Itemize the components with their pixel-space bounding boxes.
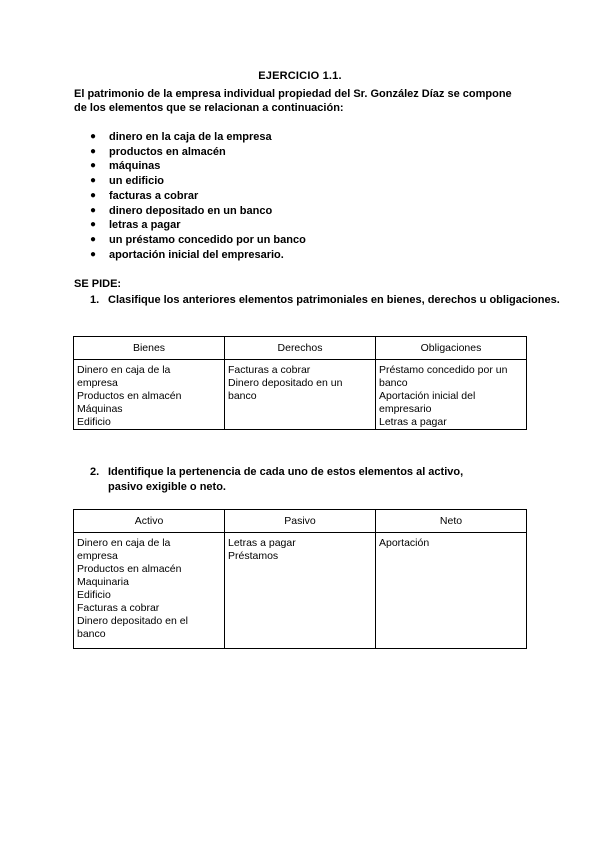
list-item: ● máquinas [90, 160, 161, 173]
column-header-neto: Neto [376, 510, 527, 533]
cell-neto: Aportación [376, 533, 527, 649]
bullet-icon: ● [90, 175, 97, 187]
list-item: ● dinero en la caja de la empresa [90, 131, 272, 143]
element-list [90, 130, 306, 262]
bullet-icon: ● [90, 189, 97, 201]
column-header-pasivo: Pasivo [225, 510, 376, 533]
list-item: ● productos en almacén [90, 145, 226, 158]
question-2 [90, 465, 490, 495]
cell-obligaciones: Préstamo concedido por un banco Aportación inicial del empresario Letras a pagar [376, 360, 527, 430]
list-item: ● aportación inicial del empresario. [90, 248, 284, 261]
question-2-text: Identifique la pertenencia de cada uno de estos elementos al activo, pasivo exigible o neto. [108, 466, 464, 493]
list-item: ● un préstamo concedido por un banco [90, 233, 306, 246]
intro-paragraph [74, 87, 534, 115]
table-header-row [74, 510, 527, 533]
bullet-icon: ● [90, 219, 97, 231]
column-header-activo: Activo [74, 510, 225, 533]
column-header-bienes: Bienes [74, 337, 225, 360]
classification-table [73, 336, 527, 430]
cell-activo: Dinero en caja de la empresa Productos en almacén Maquinaria Edificio Facturas a cobrar Dinero depositado en el banco [74, 533, 225, 649]
cell-derechos: Facturas a cobrar Dinero depositado en un banco [225, 360, 376, 430]
list-item: ● dinero depositado en un banco [90, 204, 273, 217]
exercise-title: EJERCICIO 1.1. [258, 70, 342, 82]
question-1 [90, 293, 580, 308]
column-header-obligaciones: Obligaciones [376, 337, 527, 360]
question-1-number: 1. [90, 294, 100, 306]
bullet-icon: ● [90, 233, 97, 245]
table-row [74, 533, 527, 649]
table-row [74, 360, 527, 430]
question-2-number: 2. [90, 466, 100, 478]
bullet-icon: ● [90, 131, 97, 142]
list-item: ● letras a pagar [90, 219, 181, 232]
question-1-text: Clasifique los anteriores elementos patrimoniales en bienes, derechos u obligaciones. [108, 294, 560, 306]
table-header-row [74, 337, 527, 360]
intro-line-1: El patrimonio de la empresa individual propiedad del Sr. González Díaz se compone [74, 88, 512, 100]
bullet-icon: ● [90, 204, 97, 216]
cell-pasivo: Letras a pagar Préstamos [225, 533, 376, 649]
bullet-icon: ● [90, 248, 97, 260]
activo-pasivo-table [73, 509, 527, 649]
list-item: ● facturas a cobrar [90, 189, 199, 202]
column-header-derechos: Derechos [225, 337, 376, 360]
cell-bienes: Dinero en caja de la empresa Productos en almacén Máquinas Edificio [74, 360, 225, 430]
bullet-icon: ● [90, 145, 97, 157]
bullet-icon: ● [90, 160, 97, 172]
intro-line-2: de los elementos que se relacionan a continuación: [74, 102, 344, 114]
list-item: ● un edificio [90, 175, 164, 188]
se-pide-heading: SE PIDE: [74, 278, 122, 290]
